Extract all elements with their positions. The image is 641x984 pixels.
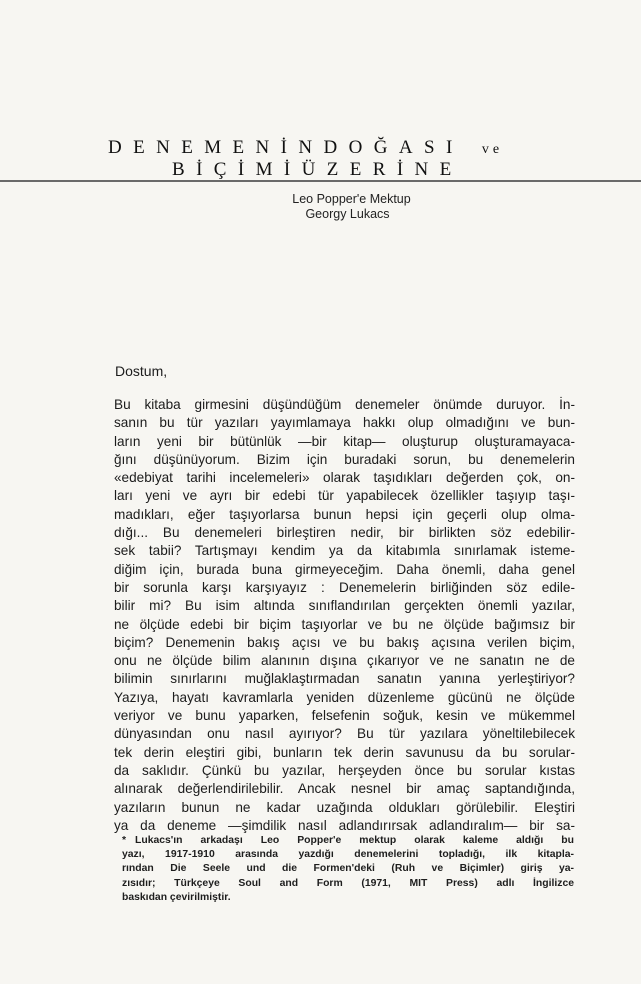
footnote (122, 834, 574, 905)
title-divider (0, 180, 641, 182)
body-line: bilimin sınırlarını muğlaklaştırmadan sanatın yanına yerleştiriyor? (114, 671, 575, 687)
footnote-line: Lukacs'ın arkadaşı Leo Popper'e mektup olarak kaleme aldığı bu (135, 835, 574, 846)
footnote-line: yazı, 1917-1910 arasında yazdığı denemelerini topladığı, ilk kitapla- (122, 849, 574, 861)
title-conjunction: ve (481, 142, 504, 157)
body-line: da saklıdır. Çünkü bu yazılar, herşeyden önce bu sorular kıstas (114, 762, 575, 778)
body-line: ya da deneme —şimdilik nasıl adlandırırsak adlandıralım— bir sa- (114, 817, 575, 833)
body-paragraph (114, 396, 575, 835)
body-line: dünyasından onu nasıl ayırıyor? Bu tür yazılara yöneltilebilecek (114, 726, 575, 742)
body-line: yazıların bunun ne kadar uzağında oldukları görülebilir. Eleştiri (114, 799, 575, 815)
body-line: madıkları, eğer taşıyorlarsa bunun hepsi için geçerli olup olma- (114, 506, 575, 522)
footnote-line: rından Die Seele und die Formen'deki (Ruh ve Biçimler) giriş ya- (122, 863, 574, 875)
title-line-1-text: DENEMENİNDOĞASI (108, 137, 464, 158)
footnote-marker: * (122, 835, 127, 846)
article-subtitle (0, 192, 641, 222)
footnote-line: baskıdan çevirilmiştir. (122, 891, 231, 903)
title-line-1 (108, 137, 578, 159)
footnote-line: zısıdır; Türkçeye Soul and Form (1971, MIT Press) adlı İngilizce (122, 877, 574, 889)
body-line: alınarak değerlendirilebilir. Ancak nesnel bir amaç saptandığında, (114, 781, 575, 797)
body-line: biçim? Denemenin bakış açısı ve bu bakış açısına verilen biçim, (114, 634, 575, 650)
body-line: ların yeni bir bütünlük —bir kitap— oluşturup oluşturamayaca- (114, 433, 575, 449)
body-line: sek tabii? Tartışmayı kendim ya da kitabımla sınırlamak isteme- (114, 543, 575, 559)
body-line: bilir mi? Bu isim altında sınıflandırılan gerçekten önemli yazılar, (114, 598, 575, 614)
body-line: ne ölçüde edebi bir biçim taşıyorlar ve bu ne ölçüde bağımsız bir (114, 616, 575, 632)
body-line: «edebiyat tarihi incelemeleri» olarak taşıdıkları değerden çok, on- (114, 470, 575, 486)
body-line: diğim için, burada buna girmeyeceğim. Daha önemli, daha genel (114, 561, 575, 577)
body-line: ları yeni ve ayrı bir edebi tür yapabilecek özellikler taşıyıp taşı- (114, 488, 575, 504)
body-line: veriyor ve bunu yaparken, felsefenin soğuk, kesin ve mükemmel (114, 708, 575, 724)
subtitle-line-1: Leo Popper'e Mektup (292, 192, 411, 206)
body-line: Bu kitaba girmesini düşündüğüm denemeler önümde duruyor. İn- (114, 397, 575, 412)
body-line: bir sorunla karşı karşıyayız : Denemelerin birliğinden söz edile- (114, 579, 575, 595)
body-line: sanın bu tür yazıları yayımlamaya hakkı olup olmadığını ve bun- (114, 415, 575, 431)
body-line: ğını düşünüyorum. Bizim için buradaki sorun, bu denemelerin (114, 451, 575, 467)
greeting: Dostum, (115, 363, 168, 379)
author-name: Georgy Lukacs (305, 207, 390, 221)
body-line: tek derin eleştiri gibi, bunların tek derin savunusu da bu sorular- (114, 744, 575, 760)
body-line: onu ne ölçüde bilim alanının dışına çıkarıyor ve ne sanatın ne de (114, 653, 575, 669)
body-line: Yazıya, hayatı kavramlarla yeniden düzenleme gücünü ne ölçüde (114, 689, 575, 705)
body-line: dığı... Bu denemeleri birleştiren nedir, bir birlikten söz edebilir- (114, 525, 575, 541)
title-line-2: BİÇİMİÜZERİNE (172, 159, 463, 180)
